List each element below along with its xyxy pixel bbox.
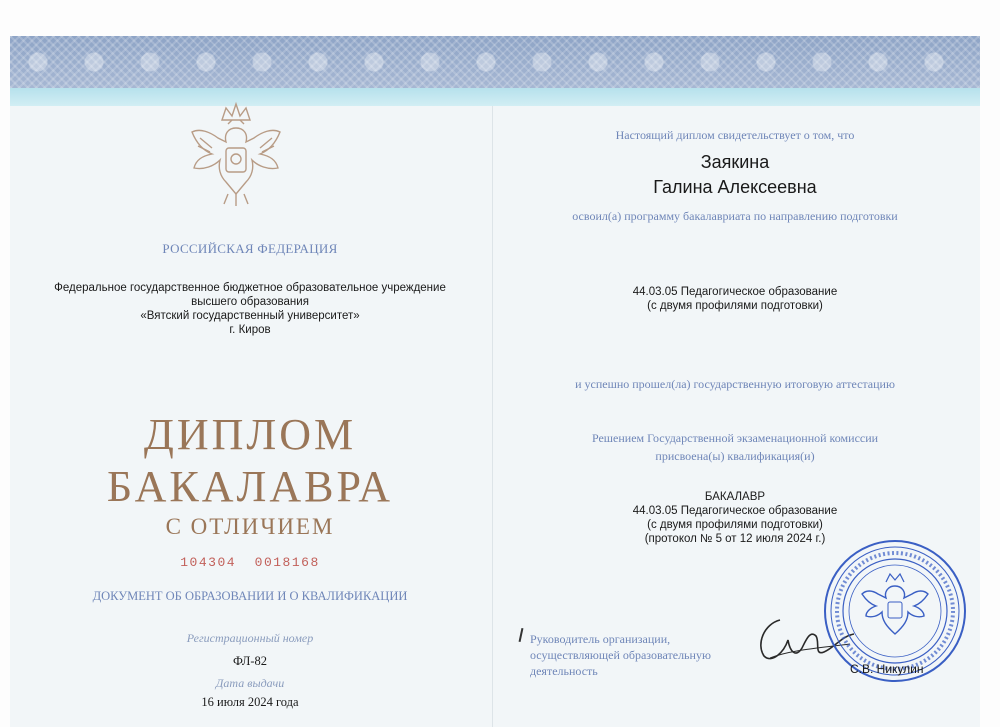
- decorative-band: [10, 36, 980, 88]
- diploma-title-1: ДИПЛОМ: [143, 410, 357, 459]
- institution-line-3: «Вятский государственный университет»: [140, 310, 360, 322]
- document-type: ДОКУМЕНТ ОБ ОБРАЗОВАНИИ И О КВАЛИФИКАЦИИ: [92, 589, 408, 603]
- institution-line-4: г. Киров: [229, 324, 271, 336]
- registration-label: Регистрационный номер: [186, 631, 314, 645]
- diploma-subtitle: С ОТЛИЧИЕМ: [165, 514, 335, 539]
- qualification-title: БАКАЛАВР: [704, 491, 766, 503]
- head-line-3: деятельность: [530, 664, 598, 678]
- institution-line-1: Федеральное государственное бюджетное образовательное учреждение: [54, 282, 446, 294]
- protocol-line: (протокол № 5 от 12 июля 2024 г.): [644, 533, 826, 545]
- page-fold: [492, 106, 493, 727]
- issue-date-value: 16 июля 2024 года: [201, 695, 299, 709]
- institution-line-2: высшего образования: [191, 296, 309, 308]
- russian-coat-of-arms-icon: [188, 98, 284, 210]
- program-line-1: 44.03.05 Педагогическое образование: [632, 286, 838, 298]
- passed-text: и успешно прошел(ла) государственную итоговую аттестацию: [575, 377, 895, 391]
- graduate-surname: Заякина: [700, 152, 770, 172]
- diploma-title-2: БАКАЛАВРА: [106, 462, 394, 511]
- decorative-strip: [10, 88, 980, 106]
- issue-date-label: Дата выдачи: [215, 676, 285, 690]
- signer-name: С.В. Никулин: [850, 662, 924, 676]
- head-line-2: осуществляющей образовательную: [530, 648, 711, 662]
- qualification-line-3: (с двумя профилями подготовки): [647, 519, 823, 531]
- head-line-1: Руководитель организации,: [530, 632, 671, 646]
- certifies-text: Настоящий диплом свидетельствует о том, что: [615, 128, 855, 142]
- decision-line-1: Решением Государственной экзаменационной комиссии: [591, 431, 879, 445]
- qualification-line-2: 44.03.05 Педагогическое образование: [632, 505, 838, 517]
- program-line-2: (с двумя профилями подготовки): [647, 300, 823, 312]
- registration-value: ФЛ-82: [232, 654, 268, 668]
- country-label: РОССИЙСКАЯ ФЕДЕРАЦИЯ: [162, 241, 338, 256]
- graduate-name: Галина Алексеевна: [653, 177, 817, 197]
- mastered-text: освоил(а) программу бакалавриата по направлению подготовки: [572, 209, 898, 223]
- decision-line-2: присвоена(ы) квалификация(и): [655, 449, 815, 463]
- diploma-number: 104304 0018168: [180, 555, 320, 570]
